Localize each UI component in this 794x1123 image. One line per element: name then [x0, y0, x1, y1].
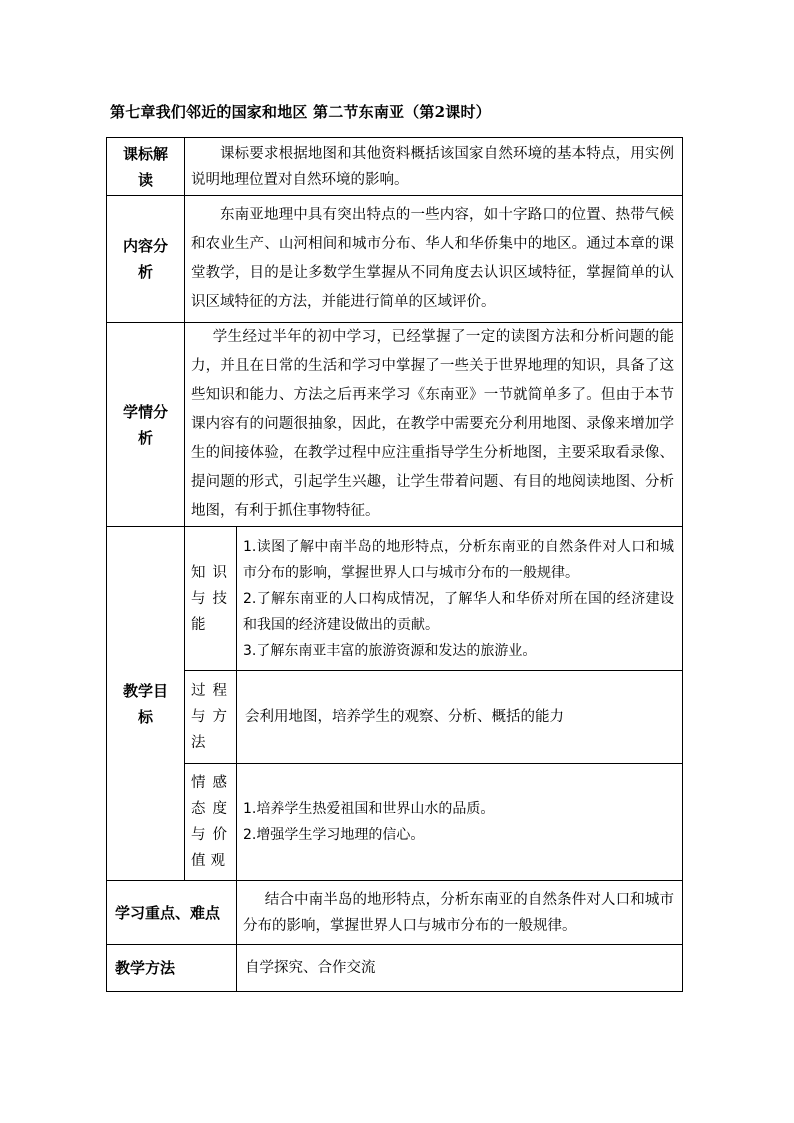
goal-label-emotion: 情感态度与价值观: [185, 764, 237, 881]
table-row-content: [107, 196, 683, 323]
row-label-standard: 课标解读: [107, 138, 185, 196]
page-title: 第七章我们邻近的国家和地区 第二节东南亚（第2课时）: [110, 103, 491, 121]
row-text-students: 学生经过半年的初中学习，已经掌握了一定的读图方法和分析问题的能力，并且在日常的生活和学习中掌握了一些关于世界地理的知识，具备了这些知识和能力、方法之后再来学习《东南亚》一节就简单多了。但由于本节课内容有的问题很抽象，因此，在教学中需要充分利用地图、录像来增加学生的间接体验，在教学过程中应注重指导学生分析地图，主要采取看录像、提问题的形式，引起学生兴趣，让学生带着问题、有目的地阅读地图、分析地图，有利于抓住事物特征。: [185, 323, 683, 527]
table-row-knowledge: [107, 527, 683, 671]
row-text-content: 东南亚地理中具有突出特点的一些内容，如十字路口的位置、热带气候和农业生产、山河相间和城市分布、华人和华侨集中的地区。通过本章的课堂教学，目的是让多数学生掌握从不同角度去认识区域特征，掌握简单的认识区域特征的方法，并能进行简单的区域评价。: [185, 196, 683, 323]
goal-emotion-list: [237, 764, 683, 881]
goal-knowledge-list: [237, 527, 683, 671]
goal-process-text: 会利用地图，培养学生的观察、分析、概括的能力: [237, 671, 683, 764]
table-row-keypoints: [107, 881, 683, 945]
lesson-plan-table: [106, 137, 683, 992]
row-text-method: 自学探究、合作交流: [237, 945, 683, 992]
row-label-method: 教学方法: [107, 945, 237, 992]
table-row-process: [107, 671, 683, 764]
row-label-keypoints: 学习重点、难点: [107, 881, 237, 945]
list-item: 1.培养学生热爱祖国和世界山水的品质。: [243, 801, 495, 817]
row-label-goals: 教学目标: [107, 527, 185, 881]
table-row-method: [107, 945, 683, 992]
table-row-emotion: [107, 764, 683, 881]
table-row-standard: [107, 138, 683, 196]
table-row-students: [107, 323, 683, 527]
goal-label-knowledge: 知识与技能: [185, 527, 237, 671]
list-item: 3.了解东南亚丰富的旅游资源和发达的旅游业。: [243, 642, 537, 659]
list-item: 1.读图了解中南半岛的地形特点，分析东南亚的自然条件对人口和城市分布的影响，掌握世界人口与城市分布的一般规律。: [243, 538, 674, 581]
row-text-keypoints: 结合中南半岛的地形特点，分析东南亚的自然条件对人口和城市分布的影响，掌握世界人口与城市分布的一般规律。: [237, 881, 683, 945]
list-item: 2.了解东南亚的人口构成情况，了解华人和华侨对所在国的经济建设和我国的经济建设做出的贡献。: [243, 590, 674, 633]
row-text-standard: 课标要求根据地图和其他资料概括该国家自然环境的基本特点，用实例说明地理位置对自然环境的影响。: [185, 138, 683, 196]
list-item: 2.增强学生学习地理的信心。: [243, 827, 425, 843]
row-label-students: 学情分析: [107, 323, 185, 527]
row-label-content: 内容分析: [107, 196, 185, 323]
goal-label-process: 过程与方法: [185, 671, 237, 764]
